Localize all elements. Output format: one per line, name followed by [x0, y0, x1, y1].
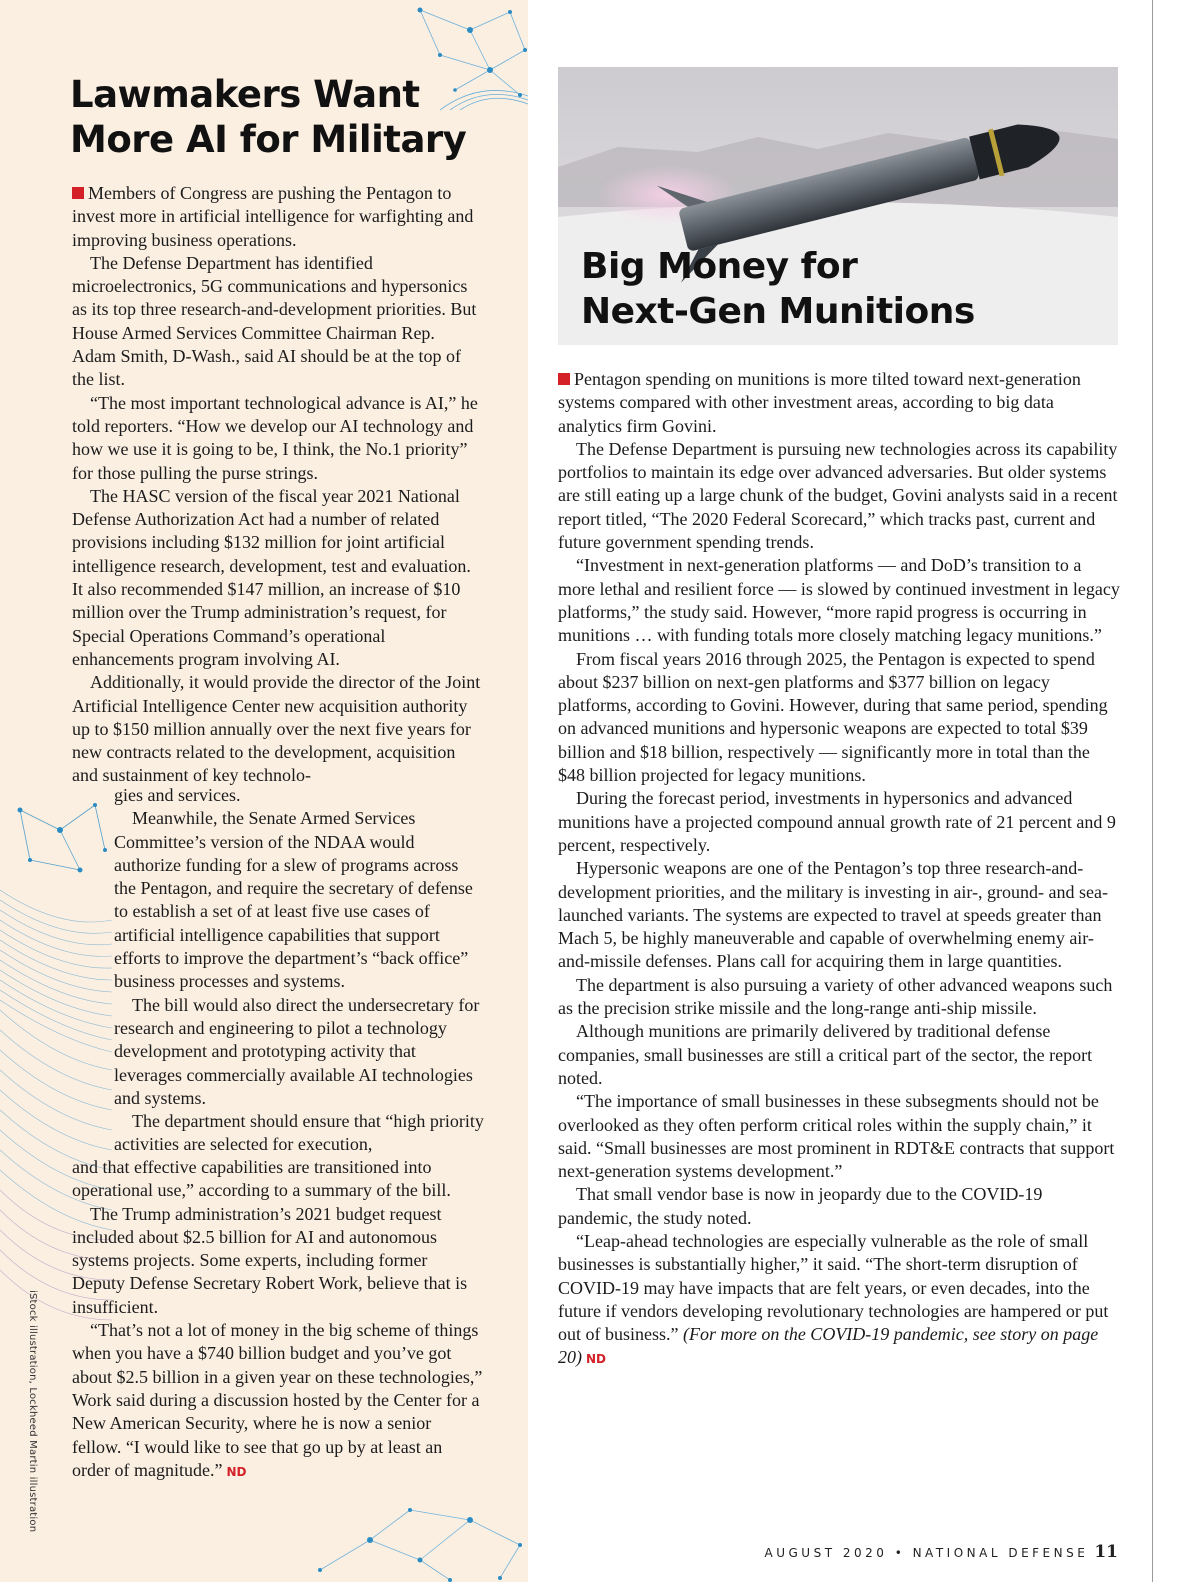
left-paragraph: gies and services.	[114, 785, 241, 805]
left-article-panel	[0, 0, 528, 1582]
page-footer	[765, 1542, 1119, 1562]
right-paragraph: The department is also pursuing a variety of other advanced weapons such as the precision strike missile and the long-range anti-ship missile.	[558, 974, 1113, 1019]
left-paragraph: The department should ensure that “high priority activities are selected for execution,	[114, 1111, 484, 1155]
right-paragraph: From fiscal years 2016 through 2025, the Pentagon is expected to spend about $237 billion on next-gen platforms and $377 billion on legacy platforms, according to Govini. However, during that same period, spending on advanced munitions and hypersonic weapons are expected to total $39 billion and $18 billion, respectively — significantly more in total than the $48 billion projected for legacy munitions.	[558, 648, 1108, 786]
network-illustration-bottom	[300, 1490, 528, 1582]
left-paragraph: and that effective capabilities are transitioned into operational use,” according to a summary of the bill.	[72, 1157, 451, 1201]
footer-issue-text: AUGUST 2020 • NATIONAL DEFENSE	[764, 1546, 1089, 1560]
photo-credit: iStock illustration, Lockheed Martin illustration	[27, 1290, 38, 1533]
left-paragraph: Members of Congress are pushing the Pentagon to invest more in artificial intelligence for warfighting and improving business operations.	[72, 183, 474, 250]
left-paragraph: “The most important technological advance is AI,” he told reporters. “How we develop our AI technology and how we use it is going to be, I think, the No.1 priority” for those pulling the purse strings.	[72, 392, 478, 483]
left-paragraph: The Defense Department has identified microelectronics, 5G communications and hypersonics as its top three research-and-development priorities. But House Armed Services Committee Chairman Rep. Adam Smith, D-Wash., said AI should be at the top of the list.	[72, 252, 477, 390]
right-paragraph: During the forecast period, investments in hypersonics and advanced munitions have a projected compound annual growth rate of 21 percent and 9 percent, respectively.	[558, 788, 1116, 855]
left-paragraph: “That’s not a lot of money in the big scheme of things when you have a $740 billion budget and you’ve got about $2.5 billion in a given year on these technologies,” Work said during a discussion hosted by the Center for a New American Security, where he is now a senior fellow. “I would like to see that go up by at least an order of magnitude.” ND	[72, 1320, 483, 1480]
left-paragraph: The HASC version of the fiscal year 2021 National Defense Authorization Act had a number of related provisions including $132 million for joint artificial intelligence research, development, test and evaluation. It also recommended $147 million, an increase of $10 million over the Trump administration’s request, for Special Operations Command’s operational enhancements program involving AI.	[72, 485, 471, 669]
left-paragraph: Additionally, it would provide the director of the Joint Artificial Intelligence Center new acquisition authority up to $150 million annually over the next five years for new contracts related to the development, acquisition and sustainment of key technolo-	[72, 672, 481, 786]
left-paragraph: The Trump administration’s 2021 budget request included about $2.5 billion for AI and autonomous systems projects. Some experts, including former Deputy Defense Secretary Robert Work, believe that is insufficient.	[72, 1203, 468, 1317]
left-paragraph: The bill would also direct the undersecretary for research and engineering to pilot a technology development and prototyping activity that leverages commercially available AI technologies and systems.	[114, 994, 480, 1108]
right-article-title	[581, 244, 975, 334]
right-paragraph: “The importance of small businesses in these subsegments should not be overlooked as they often perform critical roles within the supply chain,” it said. “Small businesses are most prominent in RDT&E contracts that support next-generation systems development.”	[558, 1091, 1115, 1182]
right-paragraph: Although munitions are primarily delivered by traditional defense companies, small businesses are still a critical part of the sector, the report noted.	[558, 1021, 1093, 1088]
right-title-line-2: Next-Gen Munitions	[581, 291, 975, 332]
left-paragraph: Meanwhile, the Senate Armed Services Committee’s version of the NDAA would authorize funding for a slew of programs across the Pentagon, and require the secretary of defense to establish a set of at least five use cases of artificial intelligence capabilities that support efforts to improve the department’s “back office” business processes and systems.	[114, 808, 473, 992]
right-paragraph: Pentagon spending on munitions is more tilted toward next-generation systems compared with other investment areas, according to big data analytics firm Govini.	[558, 369, 1081, 436]
story-reference-note: (For more on the COVID-19 pandemic, see story on page 20)	[558, 1324, 1099, 1368]
red-square-bullet-icon	[72, 187, 84, 199]
right-paragraph: The Defense Department is pursuing new technologies across its capability portfolios to maintain its edge over advanced adversaries. But older systems are still eating up a large chunk of the budget, Govini analysts said in a recent report titled, “The 2020 Federal Scorecard,” which tracks past, current and future government spending trends.	[558, 438, 1118, 553]
nd-end-mark: ND	[226, 1464, 247, 1479]
left-article-title	[70, 72, 466, 162]
nd-end-mark: ND	[586, 1352, 607, 1367]
left-title-line-2: More AI for Military	[70, 118, 467, 161]
left-article-body-indented	[114, 784, 484, 1157]
right-title-line-1: Big Money for	[581, 246, 858, 287]
right-paragraph: That small vendor base is now in jeopardy due to the COVID-19 pandemic, the study noted.	[558, 1184, 1043, 1228]
page-number: 11	[1094, 1542, 1118, 1562]
red-square-bullet-icon	[558, 373, 570, 385]
page-edge-rule	[1152, 0, 1153, 1582]
left-title-line-1: Lawmakers Want	[70, 73, 420, 116]
right-paragraph: Hypersonic weapons are one of the Pentagon’s top three research-and-development priorities, and the military is investing in air-, ground- and sea-launched variants. The systems are expected to travel at speeds greater than Mach 5, be highly maneuverable and capable of overwhelming enemy air-and-missile defenses. Plans call for acquiring them in large quantities.	[558, 858, 1109, 972]
right-article-body	[558, 368, 1120, 1372]
left-article-body-bottom	[72, 1156, 484, 1484]
right-paragraph: “Investment in next-generation platforms — and DoD’s transition to a more lethal and resilient force — is slowed by continued investment in legacy platforms,” the study said. However, “more rapid progress is occurring in munitions … with funding totals more closely matching legacy munitions.”	[558, 555, 1120, 646]
left-article-body-top	[72, 182, 482, 788]
right-paragraph: “Leap-ahead technologies are especially vulnerable as the role of small businesses is substantially higher,” it said. “The short-term disruption of COVID-19 may have impacts that are felt years, or even decades, into the future if vendors developing revolutionary technologies are hampered or put out of business.” (For more on the COVID-19 pandemic, see story on page 20) ND	[558, 1230, 1109, 1368]
